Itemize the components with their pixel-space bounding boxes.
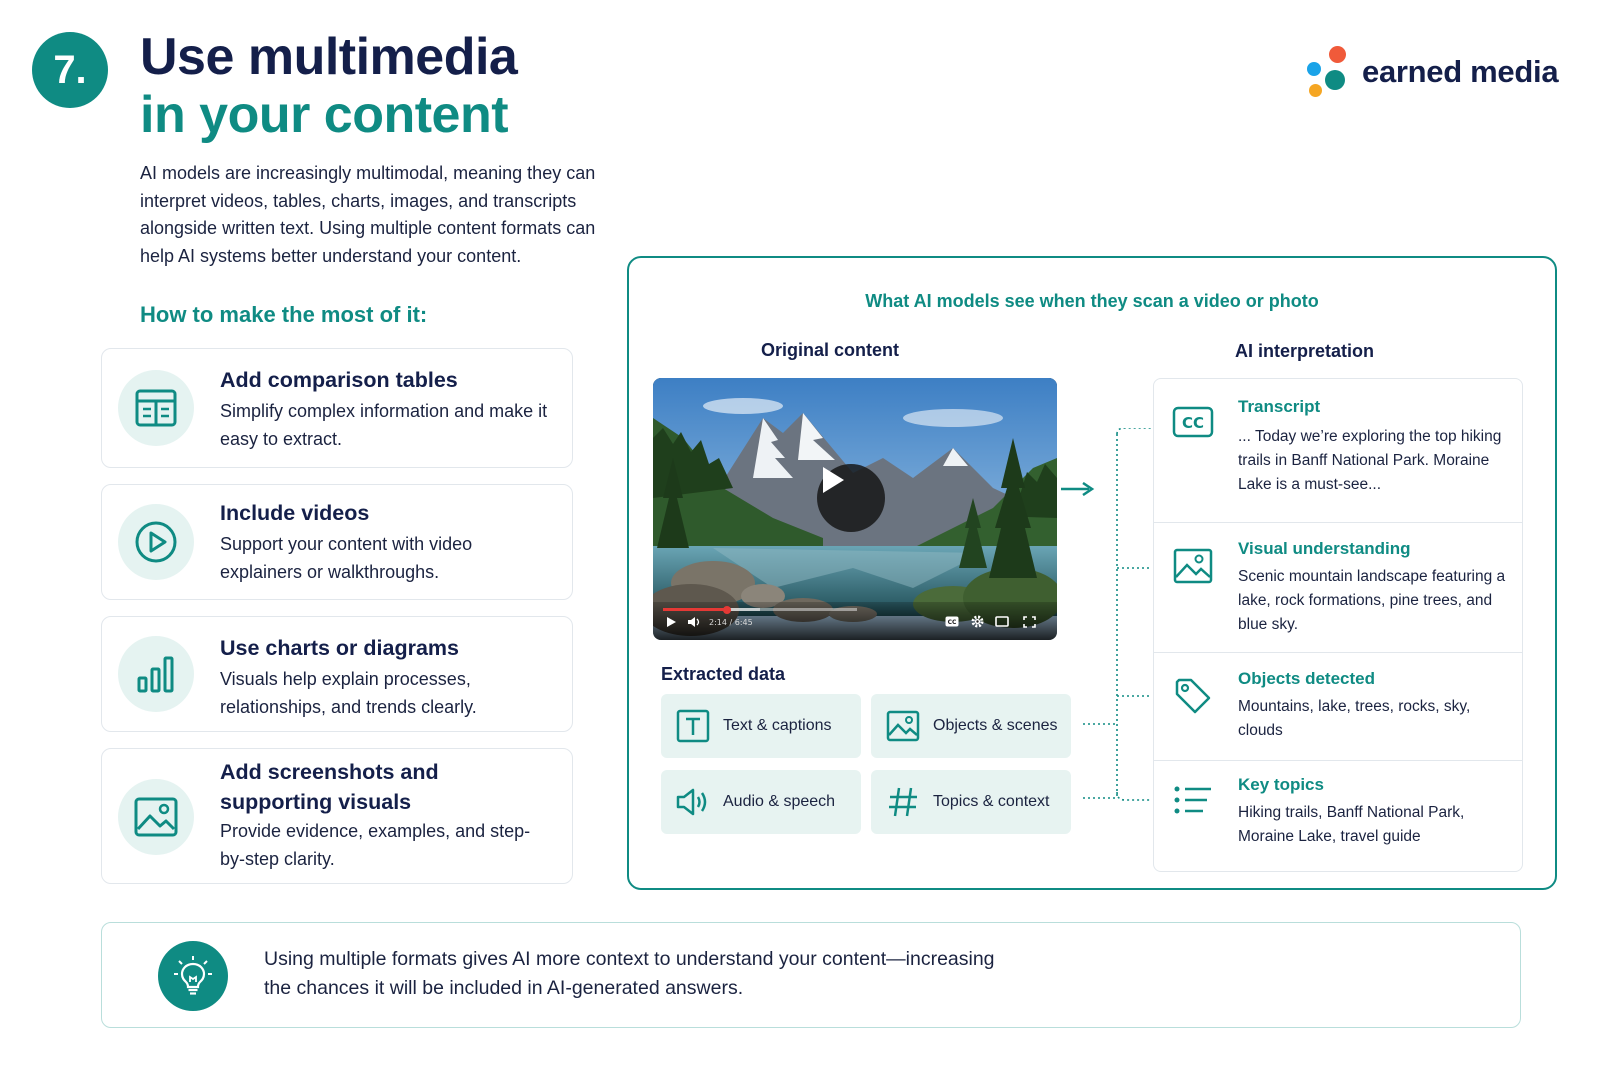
step-number: 7. — [53, 47, 87, 92]
ai-interpretation-box — [1153, 378, 1523, 872]
chip-label: Objects & scenes — [933, 717, 1058, 734]
row-text: ... Today we’re exploring the top hiking trails in Banff National Park. Moraine Lake is a must-see... — [1238, 428, 1502, 493]
tip-description: Provide evidence, examples, and step-by-step clarity. — [220, 821, 531, 869]
tip-title: Use charts or diagrams — [220, 636, 459, 660]
title-line-2: in your content — [140, 86, 509, 144]
intro-paragraph: AI models are increasingly multimodal, meaning they can interpret videos, tables, charts, images, and transcripts alongside written text. Using multiple content formats can help AI systems better understand your content. — [140, 163, 596, 266]
step-number-badge — [32, 32, 108, 108]
footer-text: Using multiple formats gives AI more context to understand your content—increasing the chances it will be included in AI-generated answers. — [264, 948, 995, 999]
row-title: Visual understanding — [1238, 539, 1411, 558]
extracted-data-label: Extracted data — [661, 664, 786, 684]
ai-row-transcript — [1154, 379, 1522, 523]
cc-icon — [1170, 399, 1216, 445]
title-line-1: Use multimedia — [140, 28, 518, 86]
ai-row-objects-detected — [1154, 653, 1522, 761]
original-content-label: Original content — [761, 340, 900, 360]
progress-bar[interactable] — [663, 608, 857, 611]
tip-description: Support your content with video explainers or walkthroughs. — [220, 534, 473, 582]
row-text: Hiking trails, Banff National Park, Moraine Lake, travel guide — [1238, 804, 1465, 845]
tip-title-line-1: Add screenshots and — [220, 760, 439, 784]
speaker-icon — [673, 782, 713, 822]
lightbulb-icon — [158, 941, 228, 1011]
logo-dot-blue — [1307, 62, 1321, 76]
chip-topics-context — [871, 770, 1071, 834]
list-icon — [1170, 777, 1216, 823]
tip-title: Add comparison tables — [220, 368, 458, 392]
image-icon — [1170, 543, 1216, 589]
text-icon — [673, 706, 713, 746]
chip-text-captions — [661, 694, 861, 758]
row-title: Objects detected — [1238, 669, 1375, 688]
tip-card-charts — [101, 616, 573, 732]
chip-label: Text & captions — [723, 717, 832, 734]
ai-scan-panel — [627, 256, 1557, 890]
page-title — [140, 28, 517, 144]
tip-title: Include videos — [220, 501, 370, 525]
logo-dot-yellow — [1309, 84, 1322, 97]
chip-label: Topics & context — [933, 793, 1050, 810]
row-text: Mountains, lake, trees, rocks, sky, clouds — [1238, 698, 1471, 739]
image-icon — [118, 779, 194, 855]
tag-icon — [1170, 673, 1216, 719]
hash-icon — [883, 782, 923, 822]
video-player[interactable] — [653, 378, 1057, 640]
svg-text:CC: CC — [947, 619, 957, 626]
panel-title: What AI models see when they scan a video or photo — [865, 291, 1319, 311]
play-button[interactable] — [817, 464, 885, 532]
bar-chart-icon — [118, 636, 194, 712]
tip-description: Visuals help explain processes, relationships, and trends clearly. — [220, 669, 477, 717]
tip-card-tables — [101, 348, 573, 468]
logo-dot-teal — [1325, 70, 1345, 90]
tip-card-screenshots — [101, 748, 573, 884]
logo-text: earned media — [1362, 54, 1559, 89]
chip-label: Audio & speech — [723, 793, 836, 810]
play-circle-icon — [118, 504, 194, 580]
brand-logo — [1307, 46, 1567, 102]
video-time: 2:14 / 6:45 — [709, 618, 753, 627]
row-title: Key topics — [1238, 775, 1324, 794]
table-icon — [118, 370, 194, 446]
video-controls — [653, 602, 1057, 640]
chip-objects-scenes — [871, 694, 1071, 758]
row-text: Scenic mountain landscape featuring a lake, rock formations, pine trees, and blue sky. — [1238, 568, 1506, 633]
tip-title — [220, 757, 439, 817]
image-icon — [883, 706, 923, 746]
tip-description: Simplify complex information and make it easy to extract. — [220, 401, 548, 449]
tip-card-videos — [101, 484, 573, 600]
progress-fill — [663, 608, 727, 611]
how-to-title: How to make the most of it: — [140, 302, 428, 327]
ai-interpretation-label: AI interpretation — [1235, 341, 1375, 361]
chip-audio-speech — [661, 770, 861, 834]
logo-dot-orange — [1329, 46, 1346, 63]
svg-text:CC: CC — [1181, 414, 1205, 432]
progress-knob[interactable] — [723, 606, 731, 614]
footer-callout — [101, 922, 1521, 1028]
tip-title-line-2: supporting visuals — [220, 790, 412, 814]
row-title: Transcript — [1238, 397, 1321, 416]
dotted-connectors — [1079, 428, 1155, 818]
ai-row-visual-understanding — [1154, 523, 1522, 653]
ai-row-key-topics — [1154, 761, 1522, 871]
